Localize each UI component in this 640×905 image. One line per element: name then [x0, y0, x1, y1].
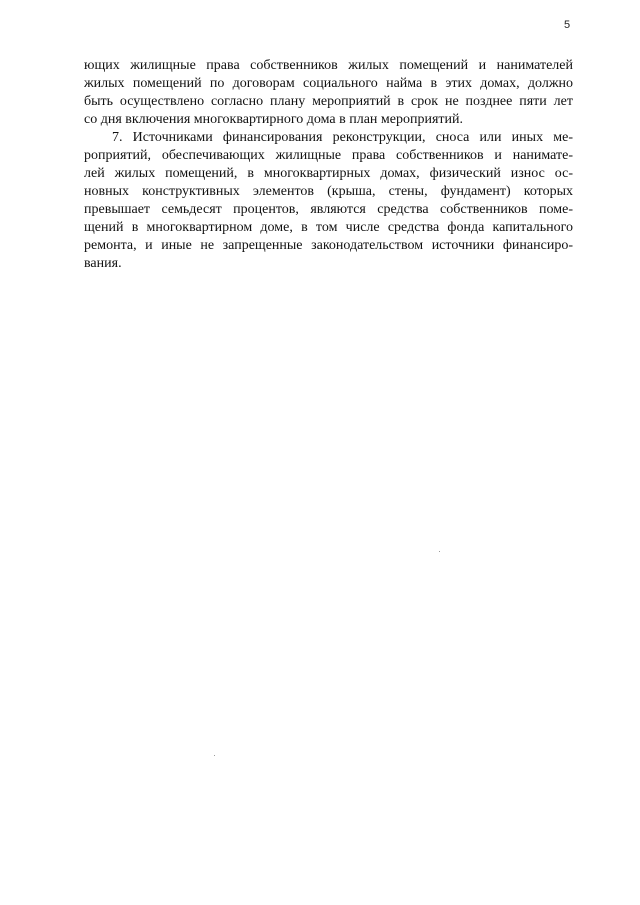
scan-speck [439, 551, 440, 552]
text-line: со дня включения многоквартирного дома в план мероприятий. [84, 112, 463, 127]
paragraph-item-7 [84, 129, 573, 273]
text-line: щений в многоквартирном доме, в том числе средства фонда капитального [84, 220, 573, 235]
scan-speck [214, 755, 215, 756]
paragraph-continuation [84, 57, 573, 129]
page-number: 5 [564, 19, 571, 31]
text-line: лей жилых помещений, в многоквартирных домах, физический износ ос- [84, 166, 573, 181]
text-line: ремонта, и иные не запрещенные законодательством источники финансиро- [84, 238, 573, 253]
document-body [84, 57, 573, 273]
text-line: новных конструктивных элементов (крыша, стены, фундамент) которых [84, 184, 573, 199]
text-line: роприятий, обеспечивающих жилищные права собственников и нанимате- [84, 148, 573, 163]
text-line: 7. Источниками финансирования реконструкции, сноса или иных ме- [112, 130, 573, 145]
text-line: ющих жилищные права собственников жилых помещений и нанимателей [84, 58, 573, 73]
text-line: жилых помещений по договорам социального найма в этих домах, должно [84, 76, 573, 91]
text-line: превышает семьдесят процентов, являются средства собственников поме- [84, 202, 573, 217]
text-line: вания. [84, 256, 122, 271]
text-line: быть осуществлено согласно плану мероприятий в срок не позднее пяти лет [84, 94, 573, 109]
